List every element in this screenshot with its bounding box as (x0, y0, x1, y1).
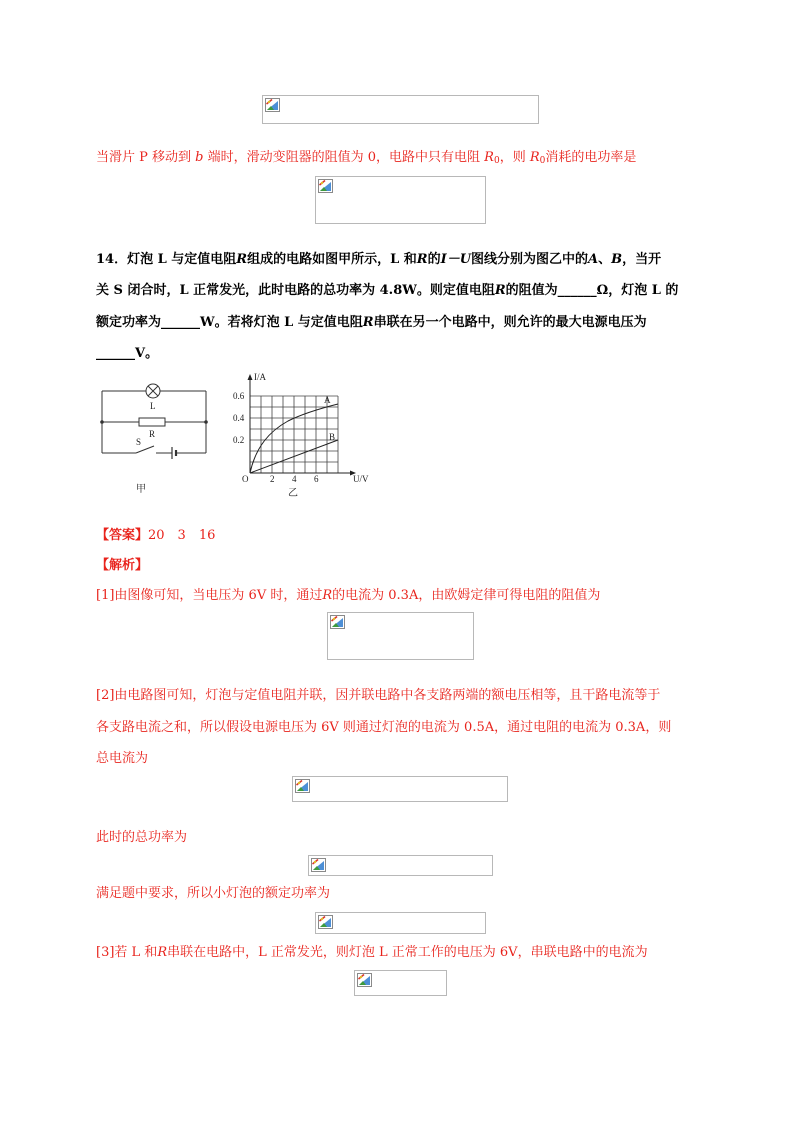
formula-image-placeholder (308, 855, 493, 876)
formula-image-placeholder (315, 912, 486, 934)
label-R: R (149, 429, 156, 439)
label-S: S (136, 437, 142, 447)
answer-line (96, 526, 215, 546)
question-line-3: 额定功率为______W。若将灯泡 L 与定值电阻R串联在另一个电路中，则允许的最大电源电压为 (96, 315, 647, 330)
analysis-p4: 满足题中要求，所以小灯泡的额定功率为 (96, 886, 331, 901)
broken-image-icon (318, 179, 333, 193)
analysis-p2-line3: 总电流为 (96, 751, 149, 766)
iu-graph-yi (228, 364, 380, 499)
circuit-diagram-jia (92, 372, 222, 497)
x-axis-label: U/V (353, 474, 369, 484)
analysis-p1: [1]由图像可知，当电压为 6V 时，通过R的电流为 0.3A，由欧姆定律可得电阻的阻值为 (96, 588, 601, 603)
broken-image-icon (318, 915, 333, 929)
analysis-p3: 此时的总功率为 (96, 830, 188, 845)
broken-image-icon (295, 779, 310, 793)
y-tick: 0.4 (233, 413, 245, 423)
x-tick: 6 (314, 474, 319, 484)
answer-values: 20 3 16 (148, 528, 216, 543)
formula-image-placeholder (354, 970, 447, 996)
caption-yi: 乙 (288, 488, 298, 499)
origin-label: O (242, 474, 249, 484)
x-tick: 4 (292, 474, 297, 484)
analysis-label: 【解析】 (96, 558, 149, 573)
analysis-p2-line2: 各支路电流之和，所以假设电源电压为 6V 则通过灯泡的电流为 0.5A，通过电阻的电流为 0.3A，则 (96, 720, 672, 735)
label-L: L (150, 401, 156, 411)
answer-label: 【答案】 (96, 528, 149, 543)
curve-A-label: A (324, 395, 331, 405)
question-line-4: ______V。 (96, 346, 159, 361)
formula-image-placeholder (327, 612, 474, 660)
analysis-p2-line1: [2]由电路图可知，灯泡与定值电阻并联，因并联电路中各支路两端的额电压相等，且干路电流等于 (96, 688, 661, 703)
x-tick: 2 (270, 474, 275, 484)
intro-line: 当滑片 P 移动到 b 端时，滑动变阻器的阻值为 0，电路中只有电阻 $R_0$，则 $R_0$消耗的电功率是 (96, 150, 637, 166)
broken-image-icon (330, 615, 345, 629)
caption-jia: 甲 (136, 484, 146, 495)
analysis-p5: [3]若 L 和R串联在电路中，L 正常发光，则灯泡 L 正常工作的电压为 6V，串联电路中的电流为 (96, 945, 648, 960)
broken-image-icon (357, 973, 372, 987)
formula-image-placeholder (315, 176, 486, 224)
y-tick: 0.6 (233, 391, 245, 401)
formula-image-placeholder (292, 776, 508, 802)
question-line-1: 14．灯泡 L 与定值电阻R组成的电路如图甲所示，L 和R的I－U图线分别为图乙中的A、B，当开 (96, 252, 662, 267)
broken-image-icon (265, 98, 280, 112)
broken-image-icon (311, 858, 326, 872)
y-tick: 0.2 (233, 435, 245, 445)
y-axis-label: I/A (254, 372, 266, 382)
formula-image-placeholder (262, 95, 539, 124)
curve-B-label: B (329, 432, 336, 442)
question-line-2: 关 S 闭合时，L 正常发光，此时电路的总功率为 4.8W。则定值电阻R的阻值为______Ω，灯泡 L 的 (96, 283, 679, 298)
